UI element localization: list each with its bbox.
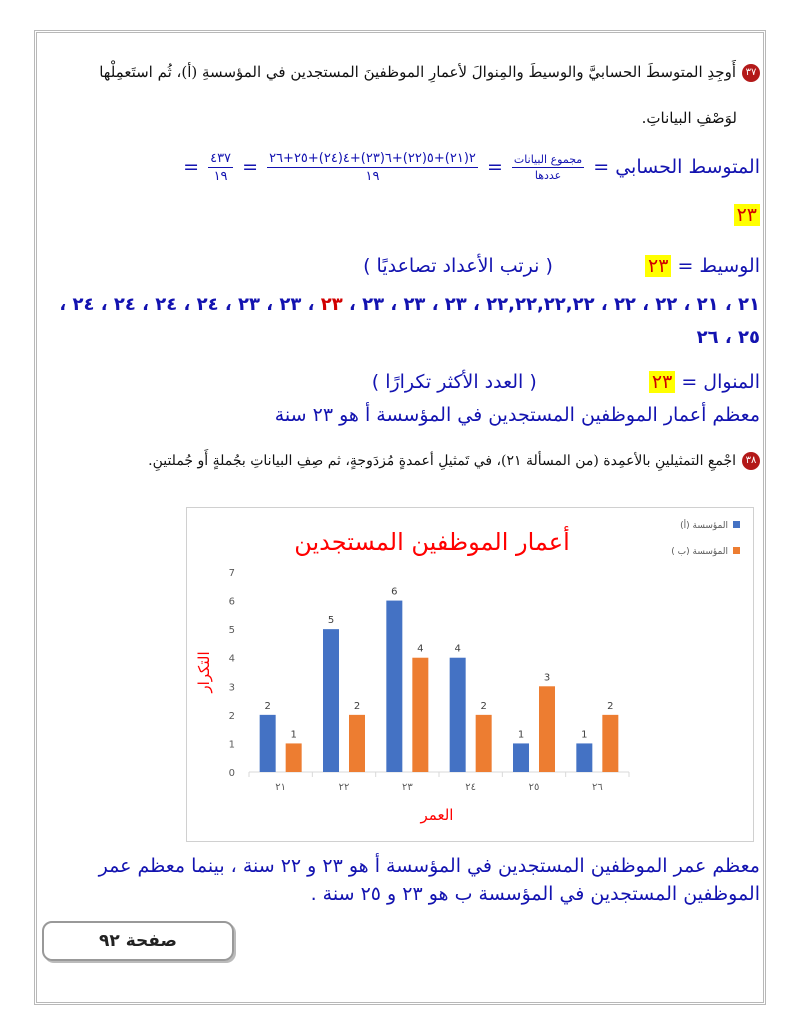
chart-svg <box>187 508 753 841</box>
sorted-data-median: ٢٣ <box>314 294 349 315</box>
data-label: 1 <box>581 729 588 741</box>
y-tick-label: 0 <box>228 768 235 779</box>
data-label: 1 <box>517 729 525 741</box>
mode-value: ٢٣ <box>649 371 675 393</box>
data-label: 3 <box>543 672 551 684</box>
mode-conclusion: معظم أعمار الموظفين المستجدين في المؤسسة أ هو ٢٣ سنة <box>274 404 760 426</box>
x-tick-label: ٢٦ <box>591 782 603 793</box>
bar-a <box>260 715 276 772</box>
y-tick-label: 4 <box>228 653 235 665</box>
median-value: ٢٣ <box>645 255 671 277</box>
question-37-text: أَوجِدِ المتوسطَ الحسابيَّ والوسيطَ والمِنوالَ لأعمارِ الموظفينَ المستجدين في المؤسسةِ (أ)، ثُم استَعمِلْها <box>99 63 736 81</box>
y-tick-label: 1 <box>228 739 235 751</box>
question-38 <box>148 452 760 470</box>
fraction-sum <box>267 151 478 184</box>
summary-line2: الموظفين المستجدين في المؤسسة ب هو ٢٣ و ٢٥ سنة . <box>310 883 760 905</box>
legend-swatch <box>733 521 740 528</box>
mode-label: المنوال = <box>681 371 760 393</box>
sorted-data-line2: ٢٥ ، ٢٦ <box>696 327 760 348</box>
data-label: 4 <box>454 643 461 655</box>
bar-b <box>286 743 302 772</box>
equals-sign: = <box>242 156 259 178</box>
bar-b <box>412 658 428 772</box>
x-tick-label: ٢٢ <box>338 782 350 793</box>
chart-x-axis-label: العمر <box>420 806 454 824</box>
bar-a <box>576 743 592 772</box>
median-line <box>363 255 760 277</box>
question-number-37: ٣٧ <box>742 64 760 82</box>
legend-label: المؤسسة (أ) <box>680 521 728 531</box>
mean-formula <box>183 151 760 184</box>
data-label: 2 <box>264 700 271 712</box>
summary-line1: معظم عمر الموظفين المستجدين في المؤسسة أ هو ٢٣ و ٢٢ سنة ، بينما معظم عمر <box>98 855 760 877</box>
chart-legend <box>671 519 740 557</box>
page-number: صفحة ٩٢ <box>99 931 177 951</box>
chart-plot-area <box>229 568 629 793</box>
y-tick-label: 2 <box>228 710 235 722</box>
mean-label: المتوسط الحسابي <box>615 156 760 178</box>
data-label: 6 <box>391 586 398 598</box>
fraction-value <box>208 151 233 184</box>
fraction-denominator: ١٩ <box>365 169 380 184</box>
bar-b <box>476 715 492 772</box>
fraction-numerator: ٤٣٧ <box>210 151 232 166</box>
fraction-definition <box>512 153 584 182</box>
median-label: الوسيط = <box>677 255 760 277</box>
data-label: 2 <box>353 700 361 712</box>
y-tick-label: 7 <box>228 568 235 579</box>
data-label: 5 <box>327 615 335 627</box>
fraction-numerator: مجموع البيانات <box>513 153 583 166</box>
chart-y-axis-label: التكرار <box>195 651 213 693</box>
legend-label: المؤسسة (ب ) <box>671 547 728 557</box>
chart-title: أعمار الموظفين المستجدين <box>294 528 570 556</box>
mean-result-line <box>734 204 760 226</box>
data-label: 2 <box>607 700 614 712</box>
y-tick-label: 5 <box>228 625 235 637</box>
fraction-denominator: عددها <box>534 169 562 182</box>
bar-b <box>349 715 365 772</box>
bar-b <box>539 686 555 772</box>
bar-a <box>386 601 402 772</box>
question-38-text: اجْمعِ التمثيلينِ بالأعمِدة (من المسألة ٢١)، في تَمثيلِ أعمدةٍ مُزدَوجةٍ، ثم صِفِ البياناتِ بجُملةٍ أَو جُملتينِ. <box>148 453 736 469</box>
mean-result: ٢٣ <box>734 204 760 226</box>
sorted-data-part1: ٢١ ، ٢١ ، ٢٢ ، ٢٢ ، ٢٢,٢٢,٢٢,٢٢ ، ٢٣ ، ٢٣ ، ٢٣ ، <box>348 294 760 315</box>
bar-a <box>513 743 529 772</box>
mode-line <box>372 371 760 393</box>
sorted-data-part2: ، ٢٣ ، ٢٣ ، ٢٤ ، ٢٤ ، ٢٤ ، ٢٤ ، <box>59 294 315 315</box>
sorted-data-line1 <box>59 294 760 315</box>
double-bar-chart <box>186 507 754 842</box>
bar-b <box>602 715 618 772</box>
x-tick-label: ٢٥ <box>528 782 540 793</box>
question-37-text-cont: لوَصْفِ البياناتِ. <box>641 109 737 127</box>
mode-note: ( العدد الأكثر تكرارًا ) <box>371 371 537 393</box>
y-tick-label: 6 <box>228 596 235 608</box>
page-number-badge <box>42 921 234 961</box>
data-label: 4 <box>417 643 424 655</box>
x-tick-label: ٢٤ <box>465 782 477 793</box>
question-number-38: ٣٨ <box>742 452 760 470</box>
equals-sign: = <box>183 156 200 178</box>
x-tick-label: ٢١ <box>275 782 287 793</box>
equals-sign: = <box>593 156 610 178</box>
y-tick-label: 3 <box>228 682 235 694</box>
data-label: 2 <box>480 700 487 712</box>
fraction-numerator: ٢(٢١)+٥(٢٢)+٦(٢٣)+٤(٢٤)+٢٥+٢٦ <box>269 151 476 166</box>
median-note: ( نرتب الأعداد تصاعديًا ) <box>363 255 553 277</box>
x-tick-label: ٢٣ <box>401 782 413 793</box>
question-37 <box>99 63 760 82</box>
bar-a <box>450 658 466 772</box>
legend-swatch <box>733 547 740 554</box>
equals-sign: = <box>486 156 503 178</box>
data-label: 1 <box>290 729 297 741</box>
fraction-denominator: ١٩ <box>213 169 228 184</box>
bar-a <box>323 629 339 772</box>
